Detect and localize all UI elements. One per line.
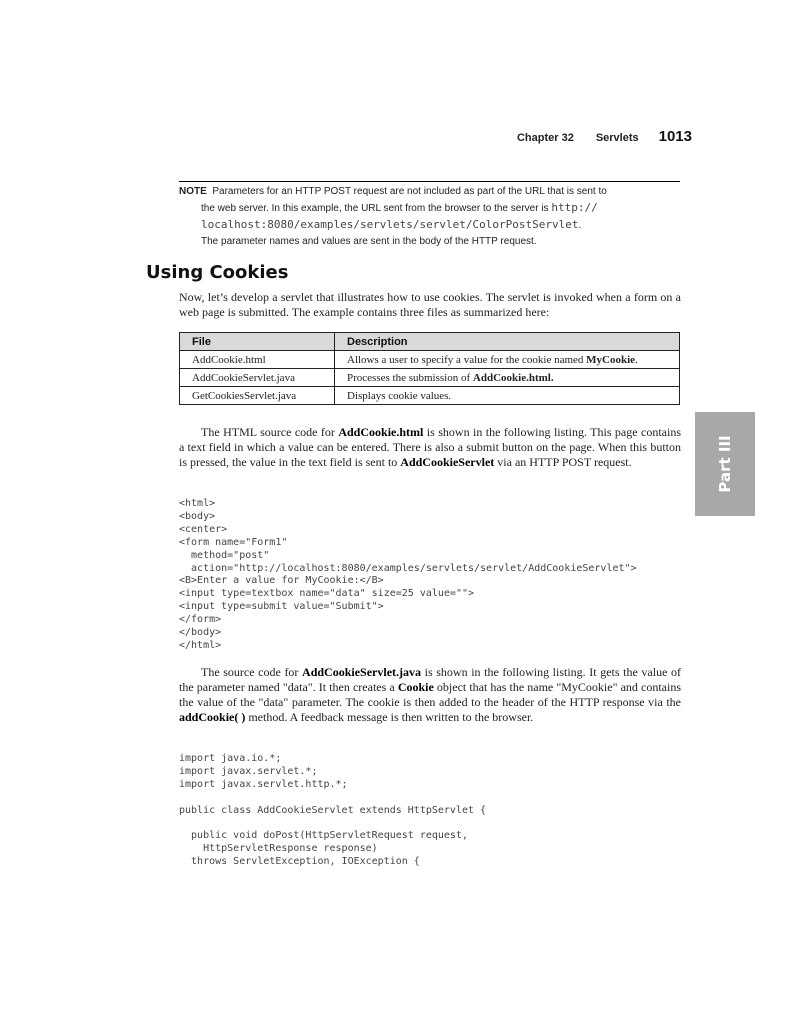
description-cell: Allows a user to specify a value for the cookie named MyCookie.	[335, 351, 680, 369]
html-intro-paragraph: The HTML source code for AddCookie.html is shown in the following listing. This page contains a text field in which a value can be entered. There is also a submit button on the page. When this button is pressed, the value in the text field is sent to AddCookieServlet via an HTTP POST request.	[179, 425, 682, 469]
intro-paragraph: Now, let’s develop a servlet that illustrates how to use cookies. The servlet is invoked when a form on a web page is submitted. The example contains three files as summarized here:	[179, 290, 681, 319]
part-tab	[695, 412, 755, 516]
note-url-end: localhost:8080/examples/servlets/servlet/ColorPostServlet	[201, 218, 579, 231]
section-label: Servlets	[595, 132, 639, 144]
note-box	[179, 181, 680, 250]
table-header-row	[180, 333, 680, 351]
servlet-intro-paragraph: The source code for AddCookieServlet.java is shown in the following listing. It gets the value of the parameter named "data". It then creates a Cookie object that has the name "MyCookie" and contains the value of the "data" parameter. The cookie is then added to the header of the HTTP response via the addCookie( ) method. A feedback message is then written to the browser.	[179, 665, 682, 724]
note-label: NOTE	[179, 186, 207, 197]
section-heading: Using Cookies	[146, 262, 289, 283]
note-line-2: the web server. In this example, the URL sent from the browser to the server is http://	[201, 201, 598, 214]
description-cell: Processes the submission of AddCookie.html.	[335, 369, 680, 387]
note-line-3: localhost:8080/examples/servlets/servlet/ColorPostServlet.	[201, 218, 582, 231]
running-header	[517, 128, 692, 145]
part-tab-label: Part III	[716, 435, 734, 493]
description-cell: Displays cookie values.	[335, 387, 680, 405]
header-file: File	[180, 333, 335, 351]
file-cell: GetCookiesServlet.java	[180, 387, 335, 405]
page-number: 1013	[658, 128, 692, 145]
files-table	[179, 332, 680, 405]
java-code-listing: import java.io.*; import javax.servlet.*; import javax.servlet.http.*; public class AddCookieServlet extends HttpServlet { public void doPost(HttpServletRequest request, HttpServletResponse response) throws ServletException, IOException {	[179, 753, 487, 868]
file-cell: AddCookie.html	[180, 351, 335, 369]
table-row	[180, 387, 680, 405]
header-description: Description	[335, 333, 680, 351]
table-row	[180, 351, 680, 369]
note-line-4: The parameter names and values are sent in the body of the HTTP request.	[201, 236, 537, 247]
note-url-start: http://	[551, 201, 598, 214]
chapter-label: Chapter 32	[516, 132, 574, 144]
table-row	[180, 369, 680, 387]
html-code-listing: <html> <body> <center> <form name="Form1" method="post" action="http://localhost:8080/examples/servlets/servlet/AddCookieServlet"> <B>Enter a value for MyCookie:</B> <input type=textbox name="data" size=25 value=""> <input type=submit value="Submit"> </form> </body> </html>	[179, 498, 637, 651]
note-line-1: NOTE Parameters for an HTTP POST request are not included as part of the URL that is sent to	[179, 186, 607, 197]
file-cell: AddCookieServlet.java	[180, 369, 335, 387]
